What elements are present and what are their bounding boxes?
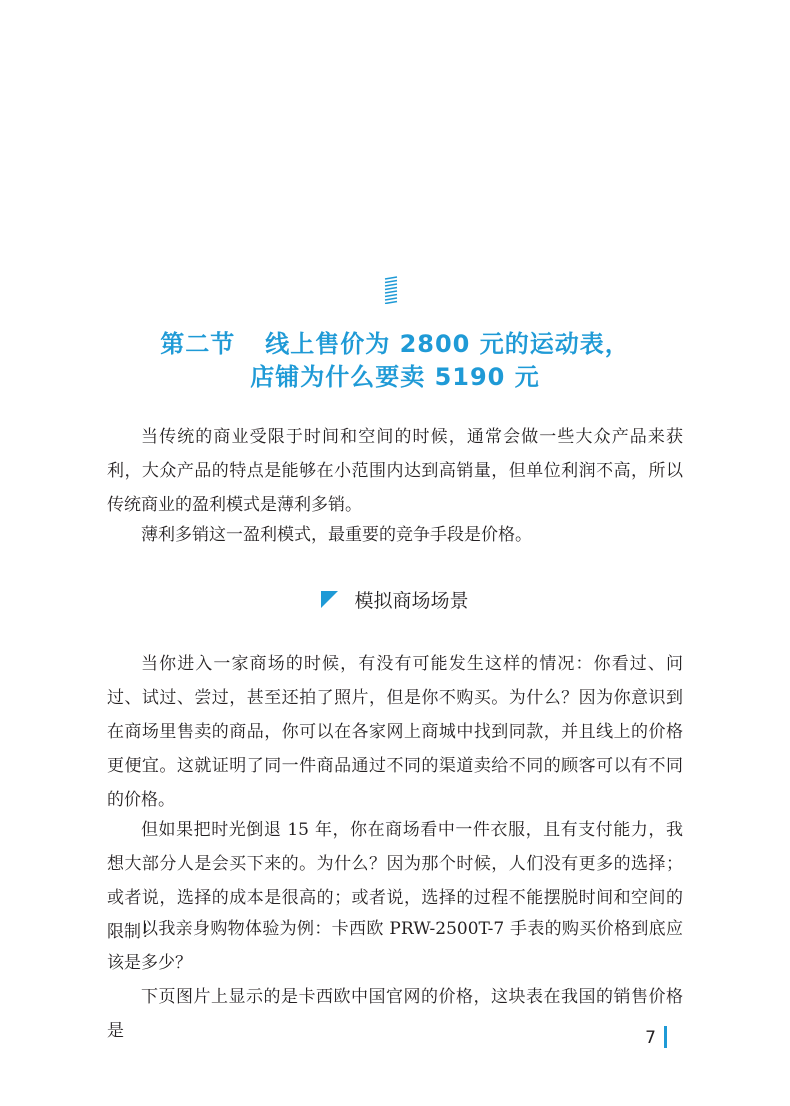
page-number-bar (664, 1026, 667, 1048)
section-title-text-2: 店铺为什么要卖 5190 元 (250, 363, 540, 391)
striped-bar-icon (383, 276, 399, 304)
section-title-line-2 (0, 357, 790, 392)
section-title-line-1 (0, 324, 790, 359)
subheading (0, 586, 790, 613)
section-number: 第二节 (160, 330, 236, 358)
triangle-marker-icon (321, 591, 338, 608)
page-number: 7 (645, 1028, 656, 1048)
paragraph-body-2: 但如果把时光倒退 15 年，你在商场看中一件衣服，且有支付能力，我想大部分人是会买下来的。为什么？因为那个时候，人们没有更多的选择；或者说，选择的成本是很高的；或者说，选择的过程不能摆脱时间和空间的限制！ (107, 820, 683, 942)
paragraph-intro-1: 当传统的商业受限于时间和空间的时候，通常会做一些大众产品来获利，大众产品的特点是能够在小范围内达到高销量，但单位利润不高，所以传统商业的盈利模式是薄利多销。 (107, 427, 683, 515)
subheading-text: 模拟商场场景 (354, 590, 469, 612)
paragraph-intro-2: 薄利多销这一盈利模式，最重要的竞争手段是价格。 (141, 525, 532, 545)
paragraph-body-1: 当你进入一家商场的时候，有没有可能发生这样的情况：你看过、问过、试过、尝过，甚至还拍了照片，但是你不购买。为什么？因为你意识到在商场里售卖的商品，你可以在各家网上商城中找到同款，并且线上的价格更便宜。这就证明了同一件商品通过不同的渠道卖给不同的顾客可以有不同的价格。 (107, 654, 683, 810)
section-title-text-1: 线上售价为 2800 元的运动表， (265, 330, 630, 358)
paragraph-body-4: 下页图片上显示的是卡西欧中国官网的价格，这块表在我国的销售价格是 (107, 987, 683, 1041)
paragraph-body-3: 以我亲身购物体验为例：卡西欧 PRW-2500T-7 手表的购买价格到底应该是多少？ (107, 919, 683, 973)
